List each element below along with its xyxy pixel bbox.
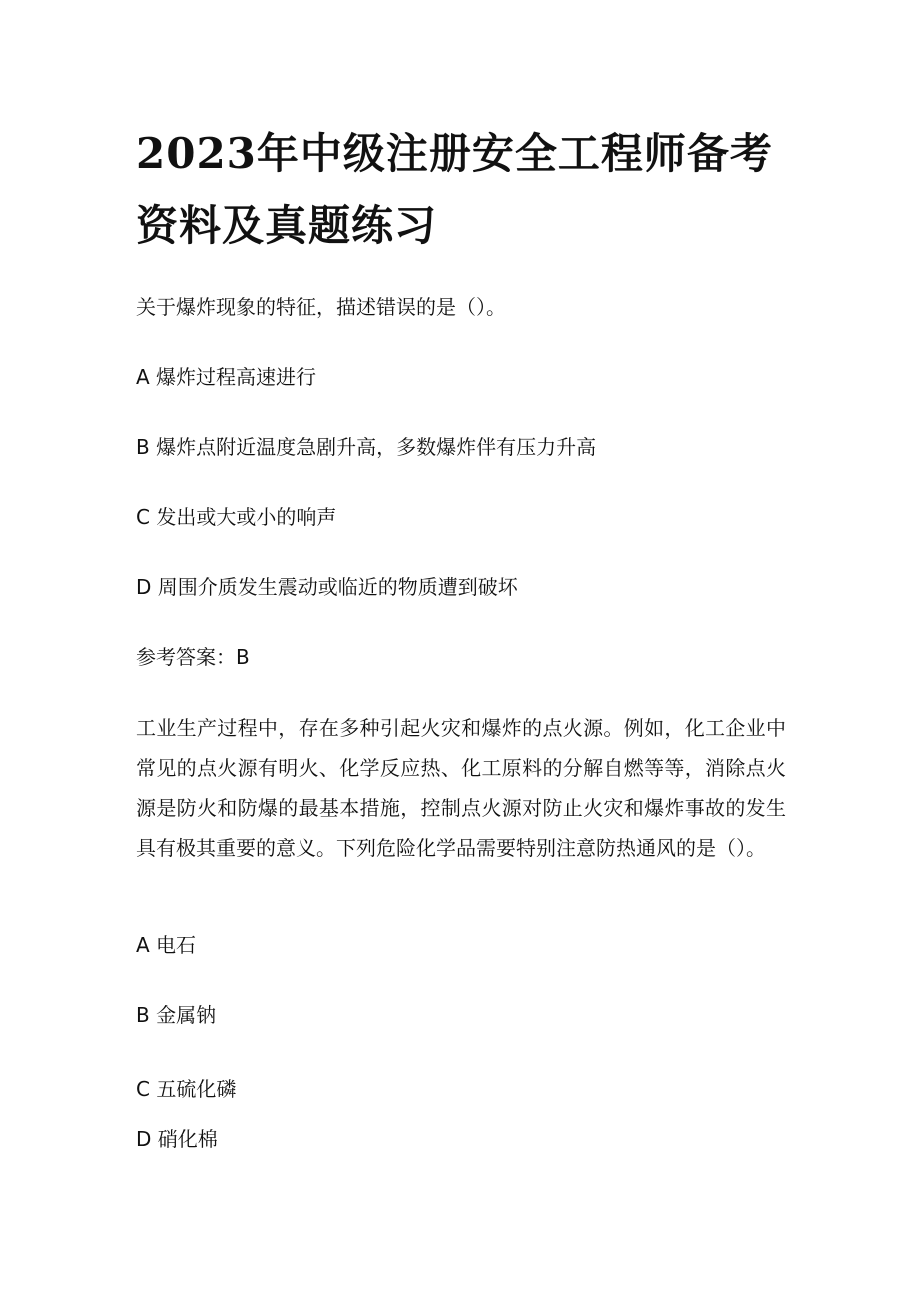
question-1-option-b: B 爆炸点附近温度急剧升高，多数爆炸伴有压力升高 <box>136 435 597 459</box>
question-2-option-b: B 金属钠 <box>136 1003 217 1027</box>
question-1-option-a: A 爆炸过程高速进行 <box>136 365 317 389</box>
document-title: 2023年中级注册安全工程师备考资料及真题练习 <box>136 129 773 250</box>
question-2-option-a: A 电石 <box>136 933 197 957</box>
question-1-option-d: D 周围介质发生震动或临近的物质遭到破坏 <box>136 575 518 599</box>
question-2-stem: 工业生产过程中，存在多种引起火灾和爆炸的点火源。例如，化工企业中常见的点火源有明火、化学反应热、化工原料的分解自燃等等，消除点火源是防火和防爆的最基本措施，控制点火源对防止火灾和爆炸事故的发生具有极其重要的意义。下列危险化学品需要特别注意防热通风的是（）。 <box>136 716 786 860</box>
question-1-option-c: C 发出或大或小的响声 <box>136 505 337 529</box>
question-1-answer: 参考答案：B <box>136 645 250 669</box>
question-1-stem: 关于爆炸现象的特征，描述错误的是（）。 <box>136 295 506 319</box>
question-2-option-c: C 五硫化磷 <box>136 1077 237 1101</box>
question-2-option-d: D 硝化棉 <box>136 1127 218 1151</box>
